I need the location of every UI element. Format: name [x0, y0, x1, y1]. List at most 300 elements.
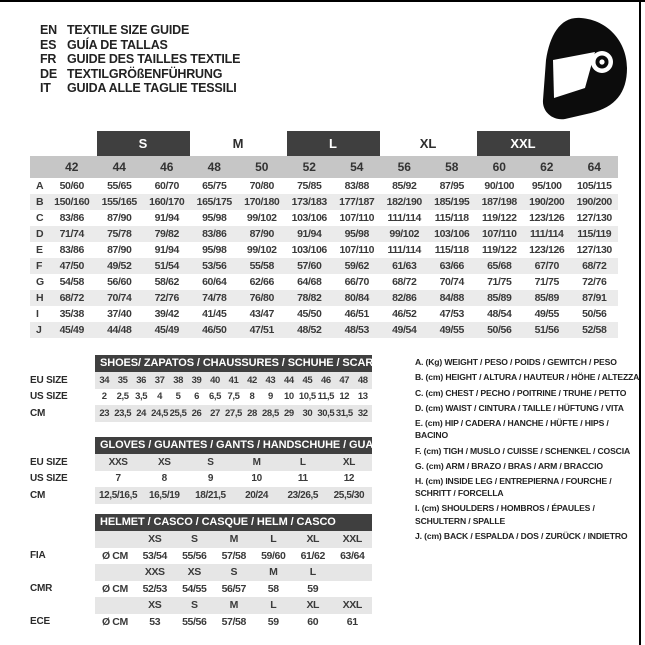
value-cell: 43 — [265, 374, 276, 386]
legend-item: B. (cm) HEIGHT / ALTURA / HAUTEUR / HÖHE / ALTEZZA — [415, 372, 640, 383]
size-value-cell: 87/95 — [439, 180, 464, 192]
size-value-cell: 187/198 — [481, 196, 517, 208]
size-value-cell: 85/92 — [392, 180, 417, 192]
size-value-cell: 51/54 — [154, 260, 179, 272]
size-value-cell: 70/80 — [249, 180, 274, 192]
row-values — [95, 405, 372, 422]
size-value-cell: 62/66 — [249, 276, 274, 288]
value-cell: 8 — [161, 473, 167, 485]
size-group-label: XXL — [477, 131, 570, 156]
size-value-cell: 48/53 — [344, 324, 369, 336]
language-title: GUÍA DE TALLAS — [67, 37, 168, 52]
row-values — [95, 531, 372, 548]
shoes-table — [30, 355, 388, 422]
table-row — [30, 372, 380, 389]
value-cell: 41 — [228, 374, 239, 386]
helmet-value-row — [30, 614, 380, 631]
size-label-cell: S — [230, 566, 238, 579]
value-cell: 42 — [247, 374, 257, 386]
value-cell: 5 — [175, 391, 181, 403]
size-value-cell: 50/56 — [487, 324, 512, 336]
language-row — [40, 81, 240, 96]
language-row — [40, 52, 240, 67]
size-value-cell: 47/51 — [249, 324, 274, 336]
value-cell: 11 — [297, 473, 308, 485]
value-cell: 9 — [207, 473, 213, 485]
size-value-cell: 66/70 — [344, 276, 369, 288]
size-value-cell: 115/119 — [577, 228, 612, 240]
value-cell: 30 — [302, 407, 313, 419]
size-value-cell: 123/126 — [529, 212, 565, 224]
size-corner-cell — [30, 156, 48, 178]
helmet-title: HELMET / CASCO / CASQUE / HELM / CASCO — [95, 514, 372, 531]
value-cell: 6 — [194, 391, 199, 403]
value-cell: 23/26,5 — [287, 489, 319, 501]
size-value-cell: 107/110 — [481, 228, 517, 240]
size-value-cell: 83/86 — [59, 244, 84, 256]
language-row — [40, 67, 240, 82]
size-value-cell: 111/114 — [387, 212, 421, 224]
size-group-label: XL — [419, 136, 437, 151]
value-cell: 48 — [357, 374, 368, 386]
row-letter-cell: A — [36, 180, 44, 192]
size-number-cell: 52 — [302, 160, 316, 174]
legend-item: H. (cm) INSIDE LEG / ENTREPIERNA / FOURCHE / SCHRITT / FORCELLA — [415, 476, 612, 499]
size-value-cell: 49/55 — [534, 308, 559, 320]
size-value-cell: 71/75 — [487, 276, 512, 288]
size-value-cell: 61/63 — [392, 260, 417, 272]
size-value-cell: 190/200 — [529, 196, 565, 208]
size-label-cell: M — [229, 599, 238, 612]
legend-item: I. (cm) SHOULDERS / HOMBROS / ÉPAULES / SCHULTERN / SPALLE — [415, 503, 595, 526]
size-value-cell: 76/80 — [249, 292, 274, 304]
value-cell: 30,5 — [317, 407, 335, 419]
value-cell: 7,5 — [227, 391, 240, 403]
size-value-cell: 185/195 — [434, 196, 470, 208]
value-cell: 18/21,5 — [195, 489, 226, 501]
size-value-cell: 49/52 — [107, 260, 132, 272]
size-value-cell: 99/102 — [389, 228, 420, 240]
unit-cell: Ø CM — [102, 549, 128, 562]
value-cell: 56/57 — [221, 582, 246, 595]
language-title: GUIDE DES TAILLES TEXTILE — [67, 52, 241, 67]
value-cell: 10 — [284, 391, 294, 403]
size-value-cell: 64/68 — [297, 276, 322, 288]
size-value-cell: 49/55 — [439, 324, 464, 336]
size-value-cell: 59/62 — [344, 260, 369, 272]
size-value-cell: 83/88 — [344, 180, 369, 192]
value-cell: 2 — [101, 391, 107, 403]
size-value-cell: 165/175 — [196, 196, 232, 208]
size-value-cell: 50/60 — [59, 180, 84, 192]
row-label: US SIZE — [30, 473, 68, 485]
size-value-cell: 87/90 — [107, 212, 132, 224]
value-cell: XL — [342, 456, 355, 468]
size-value-cell: 55/58 — [249, 260, 274, 272]
value-cell: 38 — [173, 374, 183, 386]
value-cell: 34 — [99, 374, 110, 386]
table-row — [30, 471, 380, 488]
row-letter-cell: B — [36, 196, 44, 208]
language-row — [40, 23, 240, 38]
size-group-row — [30, 131, 618, 156]
value-cell: XS — [157, 456, 171, 468]
value-cell: 23 — [99, 407, 110, 419]
size-label-cell: XXS — [144, 566, 165, 579]
size-number-cell: 44 — [112, 160, 126, 174]
size-value-cell: 150/160 — [54, 196, 90, 208]
value-cell: 39 — [191, 374, 202, 386]
language-list — [40, 23, 240, 96]
value-cell: L — [299, 456, 306, 468]
value-cell: 40 — [210, 374, 220, 386]
value-cell: 2,5 — [116, 391, 129, 403]
language-title: TEXTILE SIZE GUIDE — [67, 23, 190, 37]
value-cell: XXS — [108, 456, 128, 468]
size-value-cell: 55/65 — [107, 180, 132, 192]
size-value-cell: 190/200 — [576, 196, 612, 208]
value-cell: 25,5/30 — [333, 489, 365, 501]
size-value-cell: 182/190 — [386, 196, 422, 208]
size-value-cell: 85/89 — [487, 292, 512, 304]
row-letter-cell: J — [36, 324, 42, 336]
size-value-cell: 57/60 — [297, 260, 322, 272]
value-cell: 23,5 — [114, 407, 132, 419]
value-cell: 8 — [249, 391, 255, 403]
size-value-cell: 75/85 — [297, 180, 322, 192]
row-values — [95, 597, 372, 614]
table-row — [30, 194, 618, 210]
size-value-cell: 49/54 — [392, 324, 417, 336]
value-cell: 26 — [191, 407, 202, 419]
helmet-rows — [30, 531, 380, 630]
helmet-size-row — [30, 564, 380, 581]
size-value-cell: 111/114 — [387, 244, 421, 256]
value-cell: 57/58 — [221, 615, 246, 628]
table-row — [30, 322, 618, 338]
size-number-cell: 48 — [207, 160, 221, 174]
size-value-cell: 115/118 — [434, 212, 469, 224]
value-cell: 57/58 — [221, 549, 246, 562]
legend-item: D. (cm) WAIST / CINTURA / TAILLE / HÜFTUNG / VITA — [415, 402, 624, 413]
size-number-cell: 60 — [492, 160, 506, 174]
size-value-cell: 103/106 — [434, 228, 470, 240]
value-cell: 59/60 — [261, 549, 286, 562]
size-value-cell: 155/165 — [101, 196, 137, 208]
size-label-cell: L — [270, 599, 277, 612]
row-label — [30, 597, 95, 614]
size-label-cell: XS — [148, 599, 162, 612]
value-cell: 44 — [284, 374, 294, 386]
value-cell: 3,5 — [135, 391, 148, 403]
size-value-cell: 44/48 — [107, 324, 132, 336]
language-title: TEXTILGRÖßENFÜHRUNG — [67, 66, 223, 81]
value-cell: 31,5 — [335, 407, 353, 419]
size-label-cell: M — [269, 566, 278, 579]
size-value-cell: 95/100 — [531, 180, 562, 192]
row-label: CM — [30, 489, 46, 501]
size-label-cell: XXL — [342, 533, 362, 546]
size-value-cell: 91/94 — [297, 228, 322, 240]
row-letter-cell: E — [36, 244, 43, 256]
row-values — [95, 487, 372, 504]
language-row — [40, 38, 240, 53]
table-row — [30, 389, 380, 406]
size-number-cell: 62 — [540, 160, 554, 174]
size-value-cell: 79/82 — [154, 228, 179, 240]
legend-item: A. (Kg) WEIGHT / PESO / POIDS / GEWITCH / PESO — [415, 357, 617, 367]
language-code: FR — [40, 52, 57, 67]
right-border — [639, 0, 641, 645]
size-value-cell: 50/56 — [582, 308, 607, 320]
size-label-cell: XL — [306, 533, 320, 546]
legend-item: E. (cm) HIP / CADERA / HANCHE / HÜFTE / HIPS / BACINO — [415, 418, 609, 441]
value-cell: 16,5/19 — [148, 489, 180, 501]
size-value-cell: 99/102 — [246, 212, 277, 224]
row-values — [95, 389, 372, 406]
size-value-cell: 85/89 — [534, 292, 559, 304]
size-value-cell: 52/58 — [582, 324, 607, 336]
size-value-cell: 103/106 — [291, 244, 327, 256]
size-value-cell: 91/94 — [154, 212, 179, 224]
value-cell: 61 — [346, 615, 358, 628]
value-cell: 12,5/16,5 — [99, 489, 138, 501]
value-cell: 59 — [267, 615, 279, 628]
size-value-cell: 105/115 — [576, 180, 612, 192]
row-letter-cell: G — [36, 276, 44, 288]
value-cell: 63/64 — [340, 549, 365, 562]
size-value-cell: 68/72 — [392, 276, 417, 288]
row-letter-cell: I — [36, 308, 39, 320]
size-value-cell: 46/51 — [344, 308, 369, 320]
size-label-cell: S — [190, 599, 198, 612]
value-cell: 10 — [251, 473, 262, 485]
size-value-cell: 48/52 — [297, 324, 322, 336]
shoes-title: SHOES/ ZAPATOS / CHAUSSURES / SCHUHE / SCARPE — [95, 355, 372, 372]
table-row — [30, 178, 618, 194]
top-border — [0, 0, 645, 2]
value-cell: 47 — [339, 374, 350, 386]
size-value-cell: 39/42 — [154, 308, 179, 320]
size-value-cell: 82/86 — [392, 292, 417, 304]
value-cell: 4 — [157, 391, 163, 403]
size-number-cell: 56 — [397, 160, 411, 174]
row-values — [95, 564, 372, 581]
size-value-cell: 60/70 — [154, 180, 179, 192]
helmet-size-row — [30, 531, 380, 548]
certification-label: FIA — [30, 550, 46, 562]
size-value-cell: 115/118 — [434, 244, 469, 256]
helmet-size-row — [30, 597, 380, 614]
table-row — [30, 274, 618, 290]
size-value-cell: 68/72 — [59, 292, 84, 304]
size-value-cell: 41/45 — [202, 308, 227, 320]
row-values — [95, 372, 372, 389]
language-code: DE — [40, 66, 57, 81]
size-value-cell: 95/98 — [344, 228, 369, 240]
size-value-cell: 63/66 — [439, 260, 464, 272]
size-value-cell: 119/122 — [481, 244, 517, 256]
value-cell: 25,5 — [169, 407, 187, 419]
size-number-cell: 50 — [255, 160, 269, 174]
value-cell: 46 — [320, 374, 331, 386]
size-value-cell: 107/110 — [339, 212, 375, 224]
row-label — [30, 531, 95, 548]
value-cell: 24 — [136, 407, 147, 419]
size-value-cell: 177/187 — [339, 196, 375, 208]
value-cell: 52/53 — [142, 582, 167, 595]
table-row — [30, 226, 618, 242]
gloves-table — [30, 437, 391, 504]
row-label: US SIZE — [30, 391, 68, 403]
value-cell: 59 — [307, 582, 319, 595]
unit-cell: Ø CM — [102, 615, 128, 628]
size-value-cell: 103/106 — [291, 212, 327, 224]
size-value-cell: 65/75 — [202, 180, 227, 192]
size-value-cell: 58/62 — [154, 276, 179, 288]
size-value-cell: 46/52 — [392, 308, 417, 320]
size-value-cell: 75/78 — [107, 228, 132, 240]
size-label-cell: M — [229, 533, 238, 546]
row-values — [95, 454, 372, 471]
size-value-cell: 43/47 — [249, 308, 274, 320]
value-cell: 9 — [267, 391, 273, 403]
row-values — [95, 614, 372, 631]
size-group-label: M — [232, 136, 244, 151]
size-value-cell: 37/40 — [107, 308, 132, 320]
value-cell: 32 — [357, 407, 368, 419]
value-cell: 10,5 — [298, 391, 316, 403]
certification-label: ECE — [30, 616, 50, 628]
table-row — [30, 258, 618, 274]
size-value-cell: 127/130 — [576, 244, 612, 256]
value-cell: 28 — [247, 407, 257, 419]
size-value-cell: 87/90 — [107, 244, 132, 256]
size-value-cell: 47/53 — [439, 308, 464, 320]
size-value-cell: 87/90 — [249, 228, 274, 240]
row-values — [95, 548, 372, 565]
language-code: EN — [40, 23, 57, 37]
value-cell: 45 — [302, 374, 313, 386]
size-number-cell: 64 — [587, 160, 601, 174]
size-value-cell: 83/86 — [202, 228, 227, 240]
row-label: CM — [30, 407, 46, 419]
value-cell: 53/54 — [142, 549, 167, 562]
value-cell: 36 — [136, 374, 147, 386]
row-values — [95, 581, 372, 598]
size-label-cell: XS — [187, 566, 201, 579]
value-cell: 27,5 — [225, 407, 242, 419]
size-value-cell: 71/75 — [534, 276, 559, 288]
size-value-cell: 47/50 — [59, 260, 84, 272]
helmet-value-row — [30, 581, 380, 598]
value-cell: 12 — [339, 391, 350, 403]
value-cell: 53 — [149, 615, 161, 628]
size-number-cell: 46 — [160, 160, 174, 174]
value-cell: 6,5 — [209, 391, 222, 403]
size-value-cell: 53/56 — [202, 260, 227, 272]
size-value-cell: 119/122 — [481, 212, 517, 224]
size-value-cell: 35/38 — [59, 308, 84, 320]
size-value-cell: 173/183 — [291, 196, 327, 208]
size-label-cell: S — [190, 533, 198, 546]
size-value-cell: 70/74 — [439, 276, 464, 288]
language-title: GUIDA ALLE TAGLIE TESSILI — [67, 81, 237, 96]
value-cell: 28,5 — [261, 407, 279, 419]
size-value-cell: 74/78 — [202, 292, 227, 304]
legend-item: C. (cm) CHEST / PECHO / POITRINE / TRUHE / PETTO — [415, 387, 627, 398]
row-label: EU SIZE — [30, 374, 68, 386]
legend-item: F. (cm) TIGH / MUSLO / CUISSE / SCHENKEL / COSCIA — [415, 445, 630, 456]
size-value-cell: 45/50 — [297, 308, 322, 320]
size-label-cell: L — [270, 533, 277, 546]
size-value-cell: 70/74 — [107, 292, 132, 304]
value-cell: 35 — [117, 374, 128, 386]
measurement-legend — [415, 356, 641, 545]
size-value-cell: 170/180 — [244, 196, 280, 208]
size-value-cell: 65/68 — [487, 260, 512, 272]
size-value-cell: 71/74 — [59, 228, 84, 240]
size-value-cell: 72/76 — [582, 276, 607, 288]
size-value-cell: 83/86 — [59, 212, 84, 224]
value-cell: 20/24 — [245, 489, 269, 501]
value-cell: 7 — [115, 473, 121, 485]
table-row — [30, 405, 380, 422]
size-value-cell: 160/170 — [149, 196, 185, 208]
size-value-cell: 95/98 — [202, 212, 227, 224]
table-row — [30, 290, 618, 306]
row-letter-cell: F — [36, 260, 43, 272]
row-label — [30, 564, 95, 581]
size-label-cell: L — [309, 566, 316, 579]
size-value-cell: 72/76 — [154, 292, 179, 304]
size-value-cell: 45/49 — [154, 324, 179, 336]
language-code: IT — [40, 81, 51, 96]
value-cell: 54/55 — [182, 582, 207, 595]
size-number-cell: 58 — [445, 160, 459, 174]
value-cell: 58 — [267, 582, 279, 595]
size-value-cell: 54/58 — [59, 276, 84, 288]
size-value-cell: 99/102 — [246, 244, 277, 256]
size-value-cell: 80/84 — [344, 292, 369, 304]
size-value-cell: 60/64 — [202, 276, 227, 288]
helmet-value-row — [30, 548, 380, 565]
gloves-rows — [30, 454, 380, 504]
value-cell: 13 — [357, 391, 368, 403]
size-group-label: L — [287, 131, 380, 156]
value-cell: 55/56 — [182, 549, 207, 562]
value-cell: 11,5 — [317, 391, 335, 403]
table-row — [30, 454, 380, 471]
value-cell: 55/56 — [182, 615, 207, 628]
value-cell: 24,5 — [151, 407, 169, 419]
value-cell: 29 — [284, 407, 294, 419]
value-cell: 37 — [154, 374, 165, 386]
helmet-table — [30, 514, 380, 630]
size-value-cell: 48/54 — [487, 308, 512, 320]
table-row — [30, 242, 618, 258]
size-label-cell: XS — [148, 533, 162, 546]
value-cell: 60 — [307, 615, 319, 628]
row-letter-cell: D — [36, 228, 44, 240]
size-value-cell: 45/49 — [59, 324, 84, 336]
gloves-title: GLOVES / GUANTES / GANTS / HANDSCHUHE / GUANTI — [95, 437, 372, 454]
size-value-cell: 56/60 — [107, 276, 132, 288]
size-value-cell: 95/98 — [202, 244, 227, 256]
language-code: ES — [40, 37, 57, 52]
size-label-cell: XXL — [342, 599, 362, 612]
value-cell: M — [252, 456, 261, 468]
